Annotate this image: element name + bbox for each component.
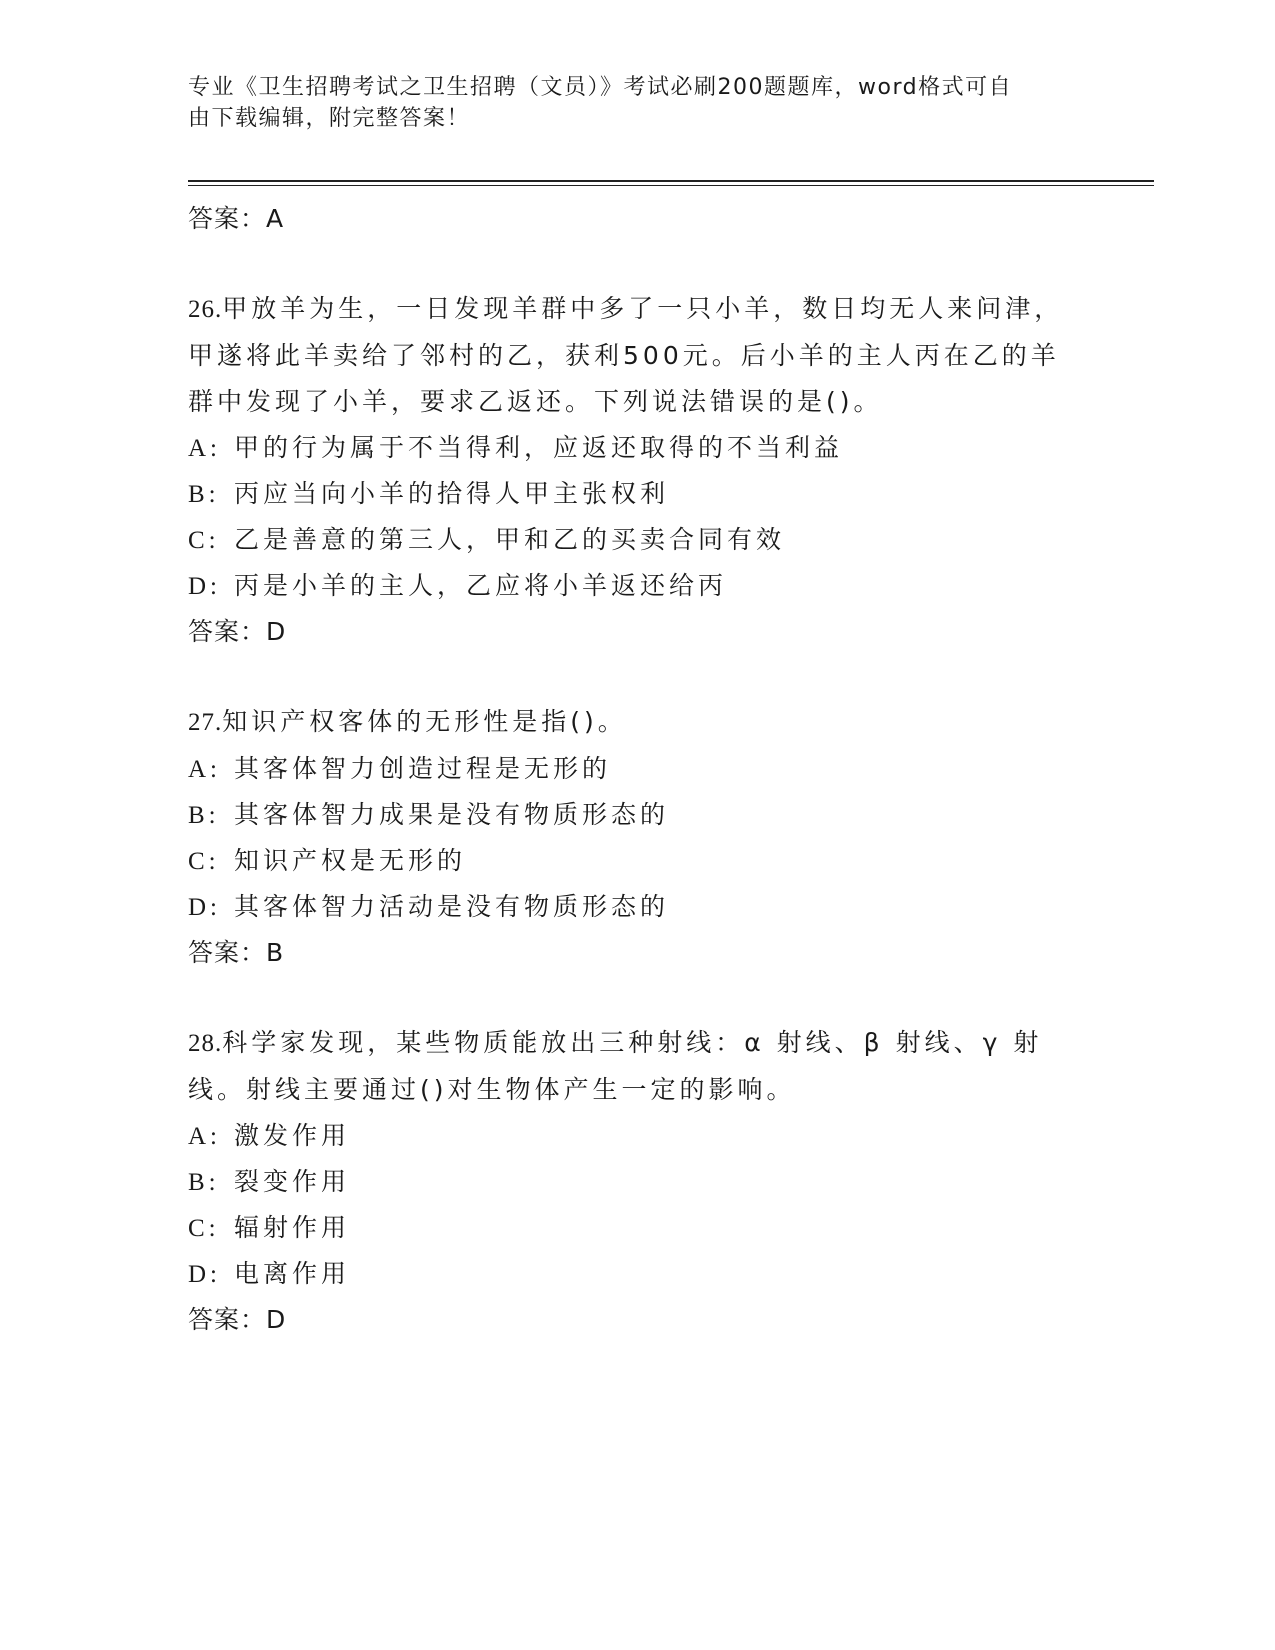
option-text: 激发作用: [234, 1121, 351, 1150]
header-line-2: 由下载编辑，附完整答案！: [188, 106, 471, 131]
option-a: [188, 425, 1088, 471]
option-key: C:: [188, 527, 220, 554]
option-b: [188, 1159, 1088, 1205]
question-stem: [188, 699, 1088, 746]
option-d: [188, 563, 1088, 609]
question-text: 科学家发现，某些物质能放出三种射线：α 射线、β 射线、γ 射线。射线主要通过()对生物体产生一定的影响。: [188, 1028, 1043, 1104]
question-stem: [188, 1020, 1088, 1113]
question-27: [188, 699, 1088, 976]
document-header: [188, 72, 1068, 134]
answer-line: 答案：D: [188, 617, 287, 646]
option-text: 其客体智力创造过程是无形的: [234, 754, 612, 783]
question-number: 27.: [188, 709, 223, 736]
option-key: A:: [188, 756, 221, 783]
option-a: [188, 746, 1088, 792]
option-text: 辐射作用: [234, 1213, 351, 1242]
question-number: 28.: [188, 1030, 223, 1057]
option-key: B:: [188, 481, 220, 508]
answer-line: 答案：D: [188, 1305, 287, 1334]
answer-line: 答案：B: [188, 938, 285, 967]
question-text: 知识产权客体的无形性是指()。: [222, 707, 627, 736]
document-body: [188, 190, 1088, 1343]
option-key: D:: [188, 573, 221, 600]
question-28: [188, 1020, 1088, 1343]
option-key: B:: [188, 1169, 220, 1196]
option-key: A:: [188, 435, 221, 462]
option-key: D:: [188, 1261, 221, 1288]
header-line-1: 专业《卫生招聘考试之卫生招聘（文员）》考试必刷200题题库，word格式可自: [188, 75, 1013, 100]
previous-answer: 答案：A: [188, 204, 285, 233]
question-26: [188, 286, 1088, 655]
option-b: [188, 792, 1088, 838]
option-key: A:: [188, 1123, 221, 1150]
option-d: [188, 1251, 1088, 1297]
option-text: 甲的行为属于不当得利，应返还取得的不当利益: [234, 433, 844, 462]
option-text: 电离作用: [234, 1259, 351, 1288]
header-divider-thick: [188, 180, 1154, 182]
option-text: 其客体智力成果是没有物质形态的: [234, 800, 670, 829]
option-text: 知识产权是无形的: [234, 846, 467, 875]
question-number: 26.: [188, 296, 223, 323]
option-text: 乙是善意的第三人，甲和乙的买卖合同有效: [234, 525, 786, 554]
option-c: [188, 1205, 1088, 1251]
option-d: [188, 884, 1088, 930]
option-key: C:: [188, 1215, 220, 1242]
question-stem: [188, 286, 1088, 425]
option-b: [188, 471, 1088, 517]
option-c: [188, 517, 1088, 563]
option-text: 其客体智力活动是没有物质形态的: [234, 892, 670, 921]
header-divider-thin: [188, 185, 1154, 186]
option-text: 丙应当向小羊的拾得人甲主张权利: [234, 479, 670, 508]
option-key: D:: [188, 894, 221, 921]
option-c: [188, 838, 1088, 884]
option-key: B:: [188, 802, 220, 829]
question-text: 甲放羊为生，一日发现羊群中多了一只小羊，数日均无人来问津，甲遂将此羊卖给了邻村的乙，获利500元。后小羊的主人丙在乙的羊群中发现了小羊，要求乙返还。下列说法错误的是()。: [188, 294, 1064, 416]
option-a: [188, 1113, 1088, 1159]
option-text: 丙是小羊的主人，乙应将小羊返还给丙: [234, 571, 728, 600]
option-text: 裂变作用: [234, 1167, 351, 1196]
option-key: C:: [188, 848, 220, 875]
